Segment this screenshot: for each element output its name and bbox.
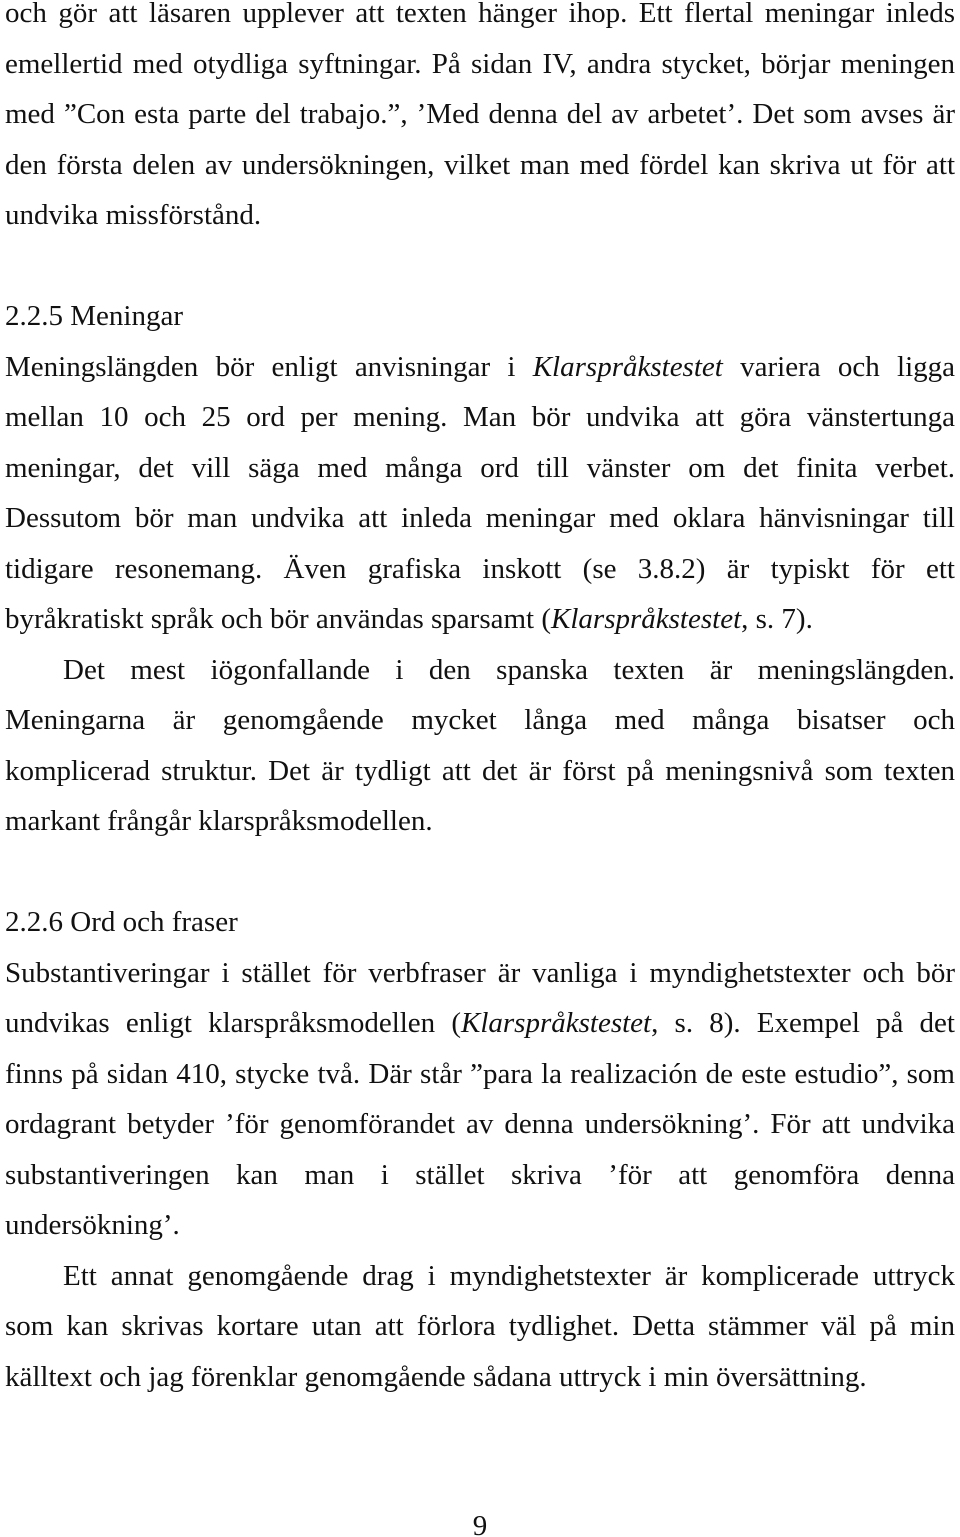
section-heading: 2.2.6 Ord och fraser <box>5 906 238 938</box>
text-line: substantiveringen kan man i stället skriva ’för att genomföra denna <box>5 1158 955 1191</box>
text-line: och gör att läsaren upplever att texten hänger ihop. Ett flertal meningar inleds <box>5 0 955 29</box>
text-line: Ett annat genomgående drag i myndighetstexter är komplicerade uttryck <box>63 1259 955 1292</box>
text-segment: undvikas enligt klarspråksmodellen ( <box>5 1007 461 1039</box>
text-line: Det mest iögonfallande i den spanska texten är meningslängden. <box>63 653 955 686</box>
text-line <box>5 998 955 1049</box>
section-2-2-6 <box>5 897 955 1402</box>
text-line: Substantiveringar i stället för verbfraser är vanliga i myndighetstexter och bör <box>5 956 955 989</box>
paragraph <box>5 1251 955 1403</box>
paragraph <box>5 645 955 847</box>
text-line: undvika missförstånd. <box>5 199 262 231</box>
text-segment: , s. 8). Exempel på det <box>651 1007 955 1039</box>
text-line: den första delen av undersökningen, vilket man med fördel kan skriva ut för att <box>5 148 955 181</box>
italic-title: Klarspråkstestet <box>532 350 723 383</box>
page-number: 9 <box>472 1510 488 1537</box>
text-line: komplicerad struktur. Det är tydligt att det är först på meningsnivå som texten <box>5 754 955 787</box>
paragraph <box>5 342 955 645</box>
text-segment: , s. 7). <box>741 603 813 635</box>
text-line: källtext och jag förenklar genomgående sådana uttryck i min översättning. <box>5 1360 867 1393</box>
paragraph <box>5 0 955 241</box>
text-line: Meningarna är genomgående mycket långa med många bisatser och <box>5 704 955 736</box>
text-line: emellertid med otydliga syftningar. På sidan IV, andra stycket, börjar meningen <box>5 47 955 80</box>
text-line: finns på sidan 410, stycke två. Där står ”para la realización de este estudio”, som <box>5 1057 955 1090</box>
section-heading: 2.2.5 Meningar <box>5 300 183 332</box>
italic-title: Klarspråkstestet <box>461 1007 652 1039</box>
text-segment: variera och ligga <box>722 350 955 383</box>
section-2-2-5 <box>5 291 955 847</box>
text-line: som kan skrivas kortare utan att förlora tydlighet. Detta stämmer väl på min <box>5 1310 955 1342</box>
text-line <box>5 594 955 645</box>
text-line <box>5 342 955 393</box>
text-line: Dessutom bör man undvika att inleda meningar med oklara hänvisningar till <box>5 502 955 534</box>
text-line: undersökning’. <box>5 1209 180 1241</box>
text-line: ordagrant betyder ’för genomförandet av denna undersökning’. För att undvika <box>5 1108 955 1140</box>
text-line: meningar, det vill säga med många ord till vänster om det finita verbet. <box>5 451 955 484</box>
text-line: tidigare resonemang. Även grafiska inskott (se 3.8.2) är typiskt för ett <box>5 552 955 585</box>
text-line: med ”Con esta parte del trabajo.”, ’Med denna del av arbetet’. Det som avses är <box>5 98 955 130</box>
text-line: markant frångår klarspråksmodellen. <box>5 805 433 837</box>
paragraph <box>5 948 955 1251</box>
body-text <box>5 0 955 1402</box>
text-line: mellan 10 och 25 ord per mening. Man bör undvika att göra vänstertunga <box>5 401 955 433</box>
text-segment: Meningslängden bör enligt anvisningar i <box>5 350 533 383</box>
italic-title: Klarspråkstestet <box>551 603 742 635</box>
text-segment: byråkratiskt språk och bör användas sparsamt ( <box>5 603 552 635</box>
